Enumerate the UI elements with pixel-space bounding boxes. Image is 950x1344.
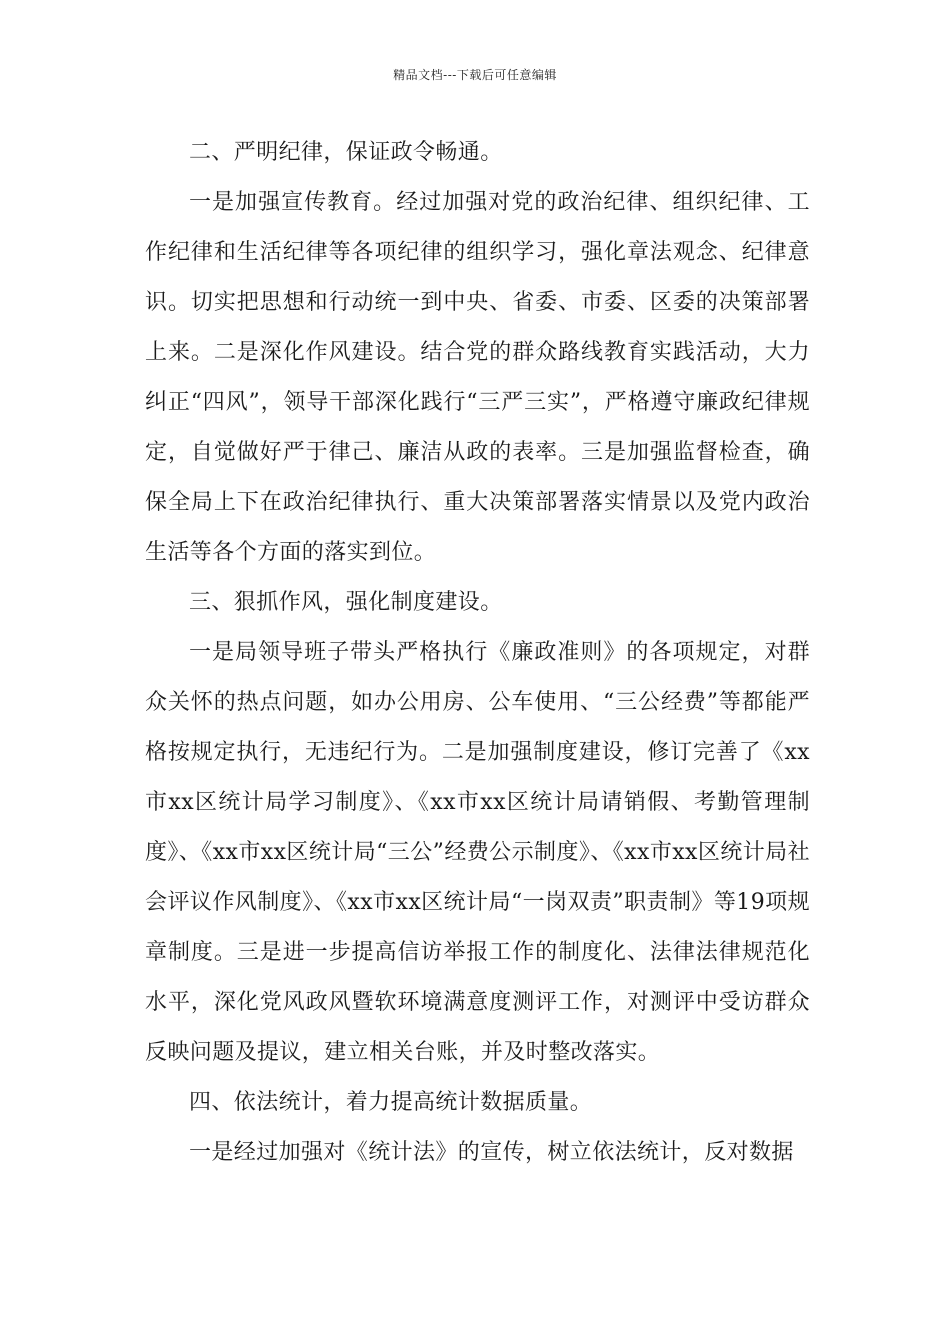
paragraph-statistics: 一是经过加强对《统计法》的宣传，树立依法统计，反对数据 [189, 1140, 794, 1165]
page-header: 精品文档---下载后可任意编辑 [393, 68, 557, 82]
paragraph-work-style: 一是局领导班子带头严格执行《廉政准则》的各项规定，对群众关怀的热点问题，如办公用房、公车使用、“三公经费”等都能严格按规定执行，无违纪行为。二是加强制度建设，修订完善了《xx市xx区统计局学习制度》、《xx市xx区统计局请销假、考勤管理制度》、《xx市xx区统计局“三公”经费公示制度》、《xx市xx区统计局社会评议作风制度》、《xx市xx区统计局“一岗双责”职责制》等19项规章制度。三是进一步提高信访举报工作的制度化、法律法律规范化水平，深化党风政风暨软环境满意度测评工作，对测评中受访群众反映问题及提议，建立相关台账，并及时整改落实。 [145, 640, 810, 1065]
document-body [145, 128, 810, 1178]
section-heading-2: 二、严明纪律，保证政令畅通。 [189, 140, 503, 165]
section-heading-4: 四、依法统计，着力提高统计数据质量。 [189, 1090, 593, 1115]
paragraph-discipline: 一是加强宣传教育。经过加强对党的政治纪律、组织纪律、工作纪律和生活纪律等各项纪律的组织学习，强化章法观念、纪律意识。切实把思想和行动统一到中央、省委、市委、区委的决策部署上来。二是深化作风建设。结合党的群众路线教育实践活动，大力纠正“四风”，领导干部深化践行“三严三实”，严格遵守廉政纪律规定，自觉做好严于律己、廉洁从政的表率。三是加强监督检查，确保全局上下在政治纪律执行、重大决策部署落实情景以及党内政治生活等各个方面的落实到位。 [145, 190, 810, 565]
section-heading-3: 三、狠抓作风，强化制度建设。 [189, 590, 503, 615]
